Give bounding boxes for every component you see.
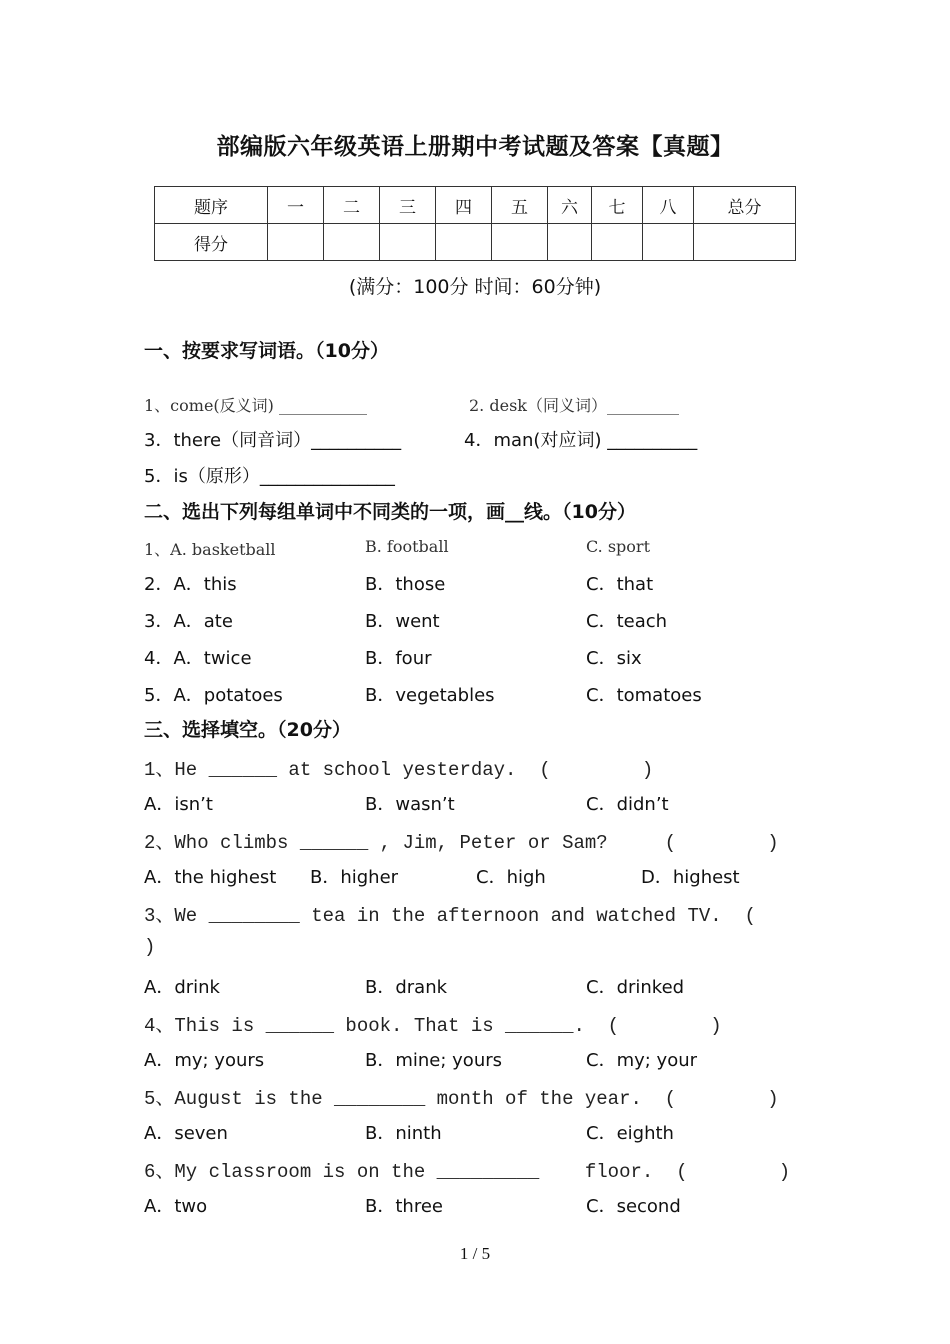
question: 3．there（同音词）__________	[144, 430, 402, 451]
option: D．highest	[641, 867, 740, 888]
option: C．didn’t	[586, 794, 669, 815]
question: 5、August is the ________ month of the year. ( )	[144, 1088, 779, 1110]
option: C．that	[586, 574, 654, 595]
question: 2. desk（同义词）_________	[469, 396, 679, 415]
score-input-cell[interactable]	[380, 224, 436, 261]
question: 4．man(对应词) __________	[464, 430, 698, 451]
score-table-cell: 八	[643, 187, 694, 224]
question: 2、Who climbs ______ , Jim, Peter or Sam? ( )	[144, 832, 779, 854]
option: A．isn’t	[144, 794, 213, 815]
option: B．higher	[310, 867, 399, 888]
option: C. sport	[586, 537, 651, 556]
section-heading: 二、选出下列每组单词中不同类的一项，画__线。（10分）	[144, 501, 636, 523]
option: B．those	[365, 574, 446, 595]
score-table-header-row	[155, 187, 796, 224]
option: A．two	[144, 1196, 208, 1217]
option: 5．A．potatoes	[144, 685, 283, 706]
option: B．vegetables	[365, 685, 495, 706]
option: C．teach	[586, 611, 668, 632]
score-table	[154, 186, 796, 261]
option: C．eighth	[586, 1123, 674, 1144]
option: B．ninth	[365, 1123, 442, 1144]
question: 1、He ______ at school yesterday. ( )	[144, 759, 654, 781]
question: 3、We ________ tea in the afternoon and watched TV. (	[144, 905, 756, 927]
option: C．second	[586, 1196, 681, 1217]
score-table-row-label: 得分	[155, 224, 268, 261]
option: B．three	[365, 1196, 443, 1217]
score-table-cell: 七	[592, 187, 643, 224]
option: C．six	[586, 648, 642, 669]
question: 5．is（原形）_______________	[144, 466, 395, 487]
option: 4．A．twice	[144, 648, 252, 669]
score-table-cell: 五	[492, 187, 548, 224]
option: A．seven	[144, 1123, 228, 1144]
question: 6、My classroom is on the _________ floor. ( )	[144, 1161, 791, 1183]
score-table-cell: 一	[268, 187, 324, 224]
option: 2．A．this	[144, 574, 237, 595]
option: B．went	[365, 611, 440, 632]
option: A．my; yours	[144, 1050, 265, 1071]
score-input-cell[interactable]	[492, 224, 548, 261]
score-table-cell: 四	[436, 187, 492, 224]
score-table-cell: 二	[324, 187, 380, 224]
score-table-cell: 六	[548, 187, 592, 224]
option: 1、A. basketball	[144, 540, 276, 559]
score-table-cell: 总分	[694, 187, 796, 224]
score-input-cell[interactable]	[548, 224, 592, 261]
score-input-cell[interactable]	[694, 224, 796, 261]
option: B．drank	[365, 977, 448, 998]
score-input-cell[interactable]	[324, 224, 380, 261]
question: 1、come(反义词) ___________	[144, 396, 367, 415]
option: 3．A．ate	[144, 611, 233, 632]
option: C．high	[476, 867, 546, 888]
score-table-score-row	[155, 224, 796, 261]
option: B．four	[365, 648, 432, 669]
page-number: 1 / 5	[459, 1244, 491, 1263]
score-table-cell: 三	[380, 187, 436, 224]
exam-info: (满分：100分 时间：60分钟)	[348, 276, 602, 298]
option: B. football	[365, 537, 449, 556]
section-heading: 一、按要求写词语。（10分）	[144, 340, 389, 362]
option: C．my; your	[586, 1050, 698, 1071]
score-input-cell[interactable]	[643, 224, 694, 261]
option: C．tomatoes	[586, 685, 702, 706]
page-title: 部编版六年级英语上册期中考试题及答案【真题】	[216, 134, 734, 160]
option: A．drink	[144, 977, 220, 998]
option: B．wasn’t	[365, 794, 455, 815]
option: A．the highest	[144, 867, 277, 888]
score-input-cell[interactable]	[592, 224, 643, 261]
score-input-cell[interactable]	[268, 224, 324, 261]
option: C．drinked	[586, 977, 685, 998]
section-heading: 三、选择填空。（20分）	[144, 719, 351, 741]
question-continuation: )	[144, 936, 156, 958]
score-table-cell: 题序	[155, 187, 268, 224]
score-input-cell[interactable]	[436, 224, 492, 261]
option: B．mine; yours	[365, 1050, 503, 1071]
question: 4、This is ______ book. That is ______. ( )	[144, 1015, 722, 1037]
